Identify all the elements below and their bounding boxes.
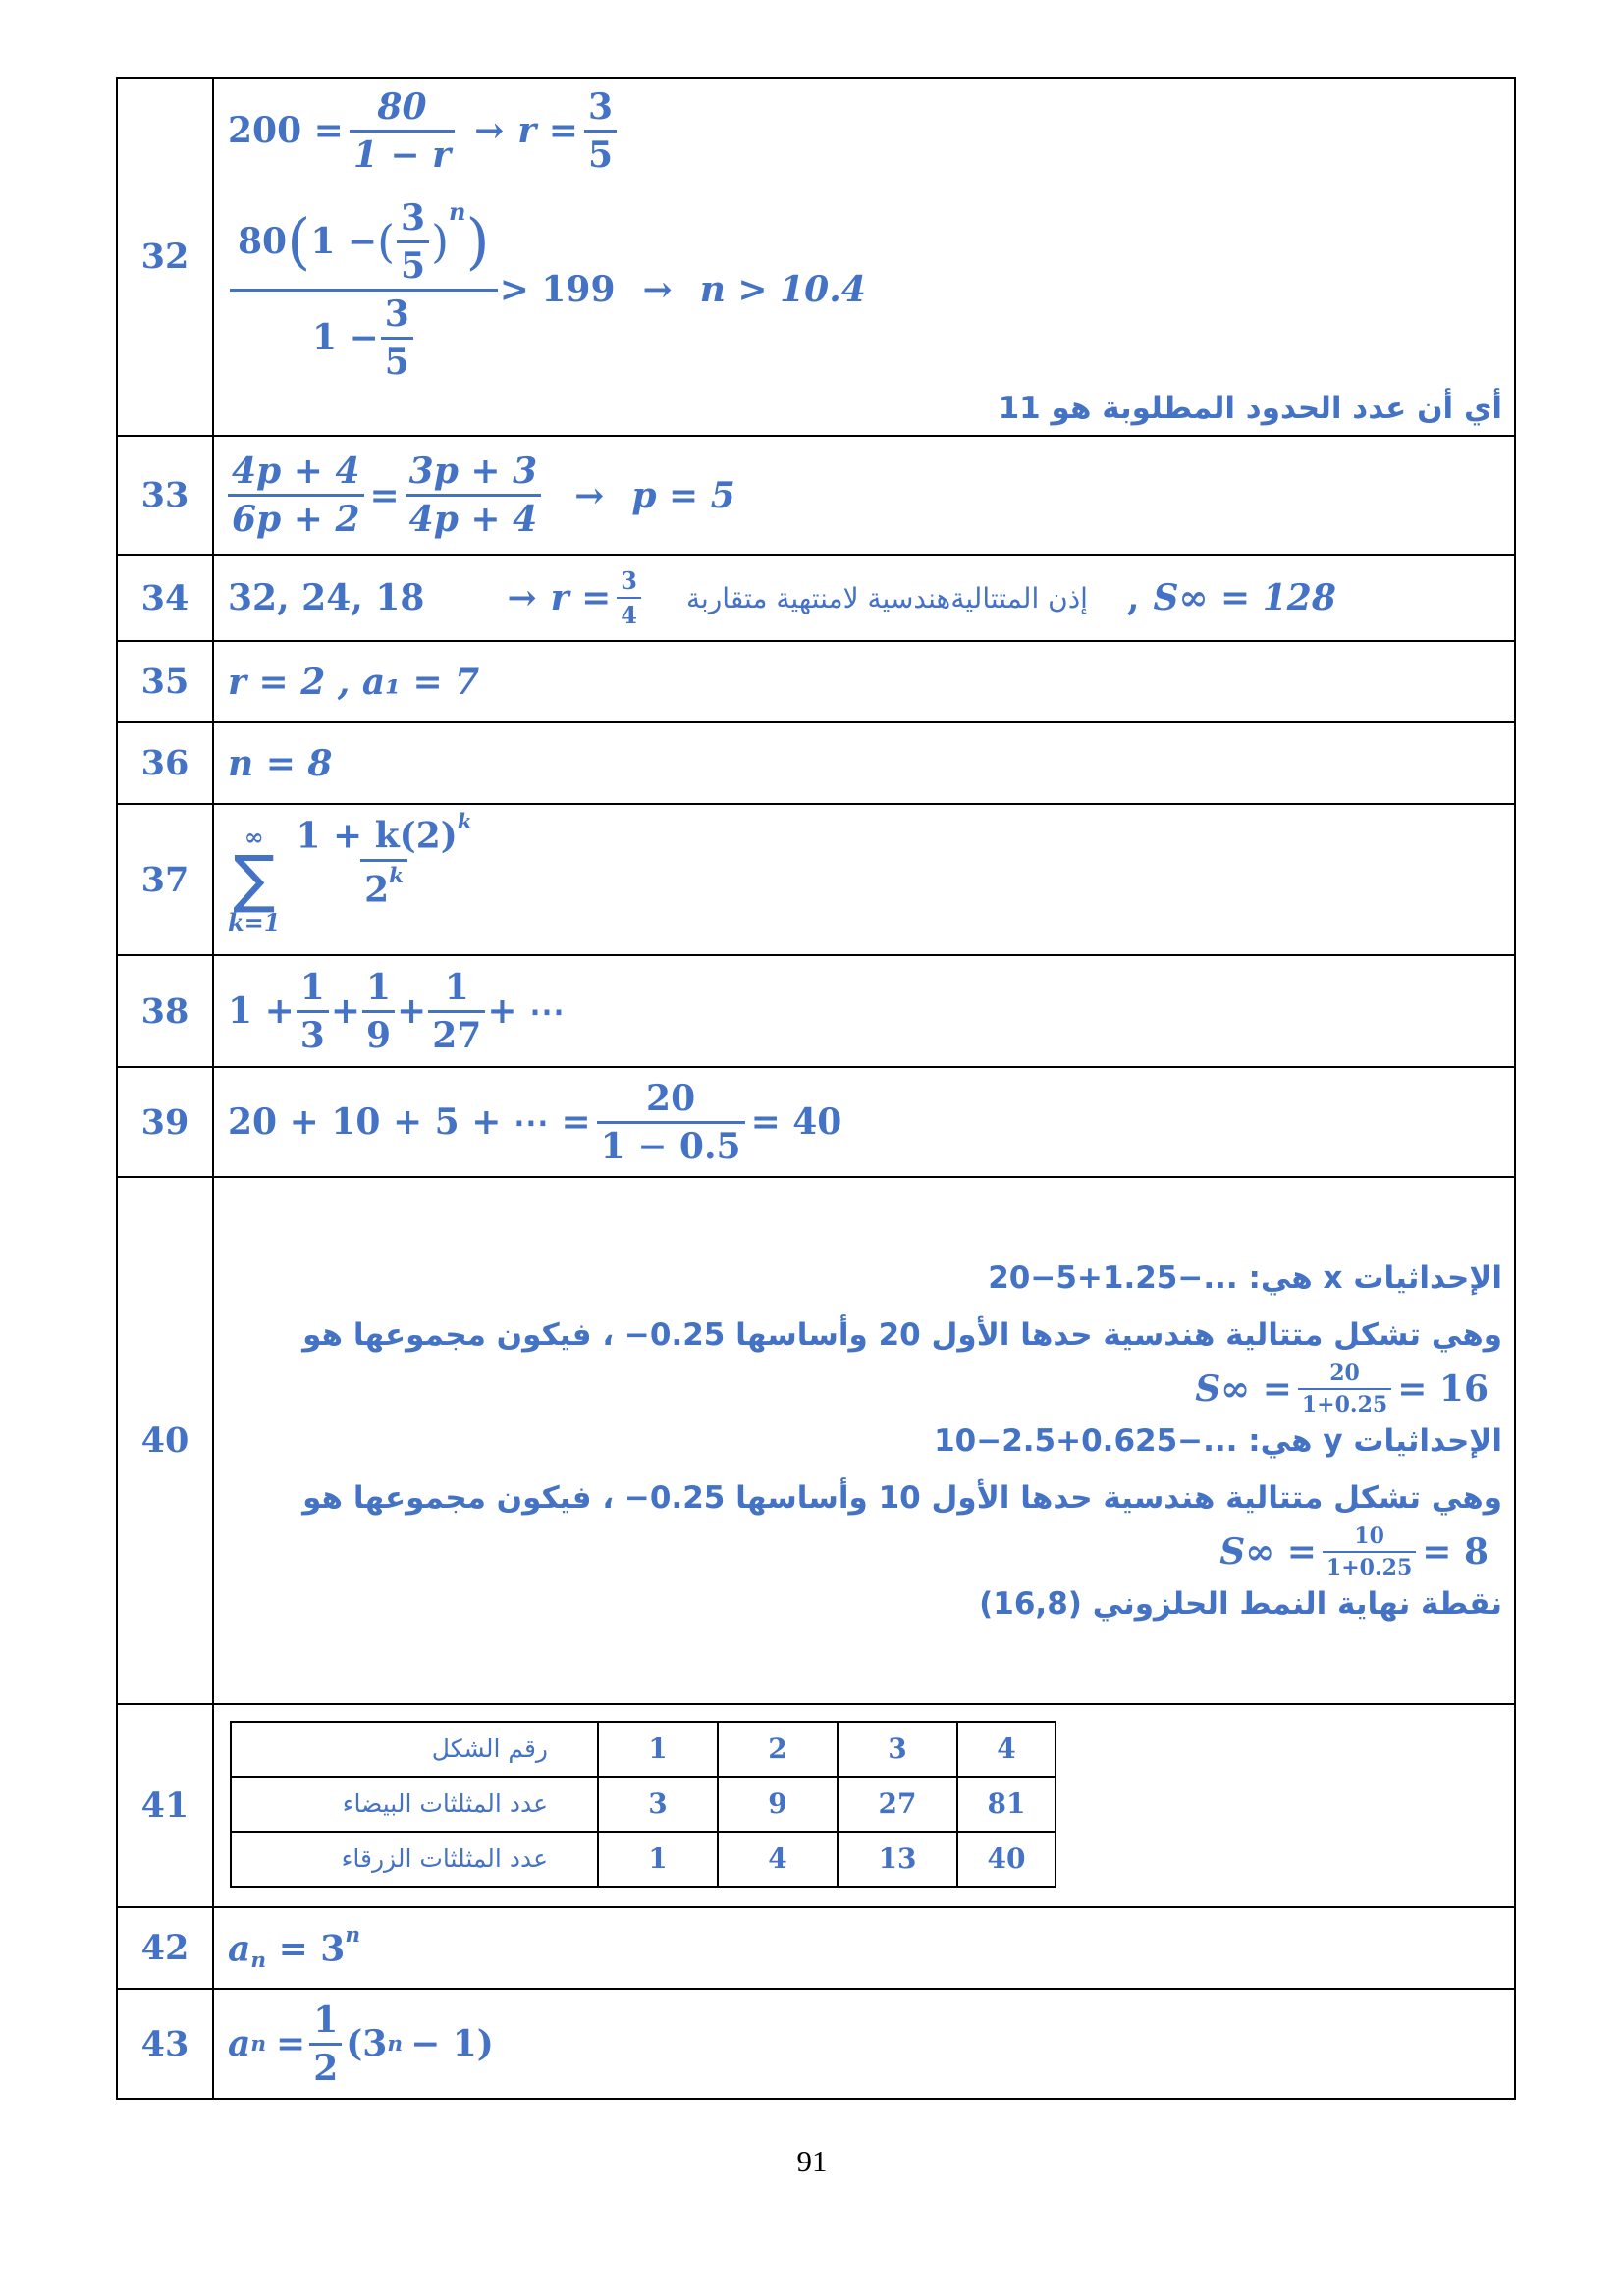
math-text: − 1) [410, 2023, 494, 2064]
math-text: = 16 [1397, 1367, 1489, 1410]
denominator [360, 859, 407, 910]
math-text: n = 8 [228, 742, 333, 784]
math-text: a [228, 1928, 251, 1970]
exponent: k [457, 810, 472, 835]
arabic-text: الإحداثيات y هي: [1248, 1422, 1502, 1459]
denominator: 4p + 4 [406, 494, 542, 540]
equation-line [228, 451, 1514, 540]
table-cell: 81 [957, 1777, 1056, 1832]
table-cell: 1 [598, 1832, 718, 1887]
row-content [213, 804, 1515, 955]
numerator: 3 [384, 293, 409, 335]
arabic-text: إذن المتتاليةهندسية لامنتهية متقاربة [685, 581, 1088, 614]
math-text: S∞ = [1195, 1367, 1292, 1410]
numerator: 4p + 4 [232, 451, 360, 492]
numerator: 1 [444, 966, 469, 1008]
table-cell: 9 [718, 1777, 838, 1832]
row-number: 43 [117, 1989, 213, 2099]
table-row [231, 1832, 1056, 1887]
fraction [309, 2000, 342, 2089]
math-text: r = [517, 110, 578, 151]
table-cell: 2 [718, 1722, 838, 1777]
denominator: 1 − 0.5 [597, 1121, 745, 1167]
denominator: 5 [381, 337, 413, 383]
math-text: 32, 24, 18 [228, 577, 425, 618]
row-number: 40 [117, 1177, 213, 1704]
fraction [228, 451, 364, 540]
numerator: 20 [1329, 1360, 1360, 1386]
table-cell: 1 [598, 1722, 718, 1777]
denominator: 6p + 2 [228, 494, 364, 540]
fraction [292, 810, 475, 910]
table-cell: 3 [598, 1777, 718, 1832]
math-text: = [369, 474, 400, 516]
table-row [117, 804, 1515, 955]
numerator [292, 810, 475, 858]
math-text: (3 [346, 2023, 388, 2064]
paren: ) [465, 205, 490, 277]
denominator: 5 [397, 240, 429, 287]
row-number: 33 [117, 436, 213, 555]
fraction [406, 451, 542, 540]
row-content [213, 1067, 1515, 1177]
fraction [350, 86, 455, 176]
page-number: 91 [796, 2144, 828, 2178]
y-coordinates-line [228, 1423, 1514, 1459]
math-text: 1 − [311, 317, 379, 358]
row-content [213, 955, 1515, 1067]
subscript: n [250, 2031, 267, 2056]
math-text: > 199 [499, 269, 616, 310]
row-content [213, 722, 1515, 804]
equation-line [228, 566, 1514, 629]
row-number: 35 [117, 641, 213, 722]
row-content [213, 1907, 1515, 1989]
denominator: 5 [584, 130, 617, 176]
denominator: 27 [428, 1010, 485, 1056]
denominator: 1+0.25 [1298, 1388, 1391, 1417]
math-text: , [1126, 577, 1140, 618]
numerator: 10 [1354, 1522, 1384, 1549]
row-number: 32 [117, 78, 213, 436]
subscript: n [250, 1948, 267, 1973]
table-row [117, 1067, 1515, 1177]
fraction [297, 967, 329, 1056]
fraction [397, 197, 429, 287]
row-number: 39 [117, 1067, 213, 1177]
table-row [231, 1777, 1056, 1832]
math-text: + [397, 990, 427, 1032]
equation-line [228, 1078, 1514, 1167]
row-content [213, 436, 1515, 555]
row-content [213, 1989, 1515, 2099]
arrow-symbol: → [507, 577, 537, 618]
fraction [584, 86, 617, 176]
table-row [117, 1704, 1515, 1907]
denominator: 2 [309, 2043, 342, 2089]
math-text: = [276, 2023, 306, 2064]
table-row [117, 641, 1515, 722]
equation-line [228, 967, 1514, 1056]
table-cell: 4 [718, 1832, 838, 1887]
table-row [117, 555, 1515, 641]
numerator: 3 [587, 85, 613, 128]
numerator: 80 [377, 85, 427, 128]
denominator: 3 [297, 1010, 329, 1056]
fraction [1298, 1361, 1391, 1417]
fraction [1323, 1523, 1416, 1580]
math-text: 200 = [228, 110, 344, 151]
numerator: 1 [365, 966, 392, 1008]
arrow-symbol: → [474, 110, 505, 151]
series-text: 10−2.5+0.625−... [934, 1422, 1238, 1459]
equation-line [228, 86, 1514, 176]
table-row-label: عدد المثلثات الزرقاء [231, 1832, 598, 1887]
equation-line [228, 2000, 1514, 2089]
paren: ( [377, 215, 396, 268]
table-row-label: عدد المثلثات البيضاء [231, 1777, 598, 1832]
lower-limit: k=1 [228, 908, 281, 936]
table-row [117, 436, 1515, 555]
math-text: + [330, 990, 360, 1032]
paren: ( [287, 205, 311, 277]
denominator [230, 289, 498, 383]
sigma-symbol: ∑ [233, 843, 276, 916]
row-number: 41 [117, 1704, 213, 1907]
table-cell: 4 [957, 1722, 1056, 1777]
math-text: r = [550, 577, 612, 618]
denominator: 1+0.25 [1323, 1551, 1416, 1580]
equation-line [228, 810, 1514, 936]
answers-table [116, 77, 1516, 2100]
row-content [213, 555, 1515, 641]
row-content [213, 78, 1515, 436]
math-text: 20 + 10 + 5 + ⋯ = [228, 1101, 591, 1143]
math-text: 2 [364, 868, 390, 910]
math-text: 1 + [228, 990, 295, 1032]
fraction [428, 967, 485, 1056]
row-number: 37 [117, 804, 213, 955]
table-row [117, 722, 1515, 804]
math-text: S∞ = [1219, 1530, 1317, 1573]
math-text: + ⋯ [487, 990, 566, 1032]
table-row [231, 1722, 1056, 1777]
math-text: r = 2 , a₁ = 7 [228, 661, 480, 703]
math-text: p = 5 [631, 474, 735, 516]
exponent: n [387, 2031, 404, 2056]
paren: ) [431, 215, 450, 268]
numerator: 1 [299, 966, 325, 1008]
fraction [234, 197, 494, 383]
series-text: 20−5+1.25−... [988, 1259, 1238, 1296]
arrow-symbol: → [642, 269, 673, 310]
table-row [117, 78, 1515, 436]
y-description: وهي تشكل متتالية هندسية حدها الأول 10 وأساسها 0.25− ، فيكون مجموعها هو [302, 1479, 1502, 1516]
row-number: 36 [117, 722, 213, 804]
math-text: = 40 [750, 1101, 842, 1143]
table-cell: 40 [957, 1832, 1056, 1887]
arabic-text: الإحداثيات x هي: [1248, 1259, 1502, 1296]
x-coordinates-line [228, 1260, 1514, 1296]
table-row [117, 1177, 1515, 1704]
denominator: 1 − r [350, 130, 455, 176]
triangles-table [230, 1721, 1056, 1888]
denominator: 9 [362, 1010, 395, 1056]
math-text: 1 − [310, 221, 378, 262]
exponent: n [449, 196, 466, 226]
numerator [234, 197, 494, 289]
row-number: 42 [117, 1907, 213, 1989]
table-cell: 13 [838, 1832, 957, 1887]
math-text: n > 10.4 [699, 269, 866, 310]
conclusion-text: أي أن عدد الحدود المطلوبة هو 11 [998, 390, 1502, 426]
fraction [381, 294, 413, 383]
numerator: 3p + 3 [408, 451, 538, 492]
numerator: 3 [401, 196, 426, 239]
denominator: 4 [617, 597, 641, 629]
y-sum-line [228, 1523, 1514, 1580]
fraction [597, 1078, 745, 1167]
table-row-label: رقم الشكل [231, 1722, 598, 1777]
end-point-text: نقطة نهاية النمط الحلزوني (16,8) [979, 1585, 1502, 1622]
math-text: 80 [238, 221, 288, 262]
numerator: 1 [313, 1999, 339, 2041]
math-text: = 3 [278, 1928, 346, 1970]
fraction [362, 967, 395, 1056]
row-number: 38 [117, 955, 213, 1067]
exponent: k [389, 863, 405, 888]
numerator: 20 [646, 1077, 696, 1119]
upper-limit: ∞ [244, 823, 264, 851]
row-number: 34 [117, 555, 213, 641]
fraction [617, 566, 641, 629]
table-cell: 27 [838, 1777, 957, 1832]
row-content [213, 1177, 1515, 1704]
row-content [213, 641, 1515, 722]
row-content [213, 1704, 1515, 1907]
numerator: 3 [621, 566, 637, 595]
math-text: a [228, 2023, 251, 2064]
table-row [117, 955, 1515, 1067]
x-sum-line [228, 1361, 1514, 1417]
math-text: 1 + k(2) [296, 815, 458, 857]
table-row [117, 1907, 1515, 1989]
math-text: = 8 [1422, 1530, 1489, 1573]
summation [228, 823, 280, 936]
math-text: S∞ = 128 [1153, 577, 1336, 618]
table-row [117, 1989, 1515, 2099]
arrow-symbol: → [574, 474, 605, 516]
x-description: وهي تشكل متتالية هندسية حدها الأول 20 وأساسها 0.25− ، فيكون مجموعها هو [302, 1316, 1502, 1353]
table-cell: 3 [838, 1722, 957, 1777]
equation-line [228, 197, 1514, 383]
exponent: n [345, 1923, 361, 1949]
